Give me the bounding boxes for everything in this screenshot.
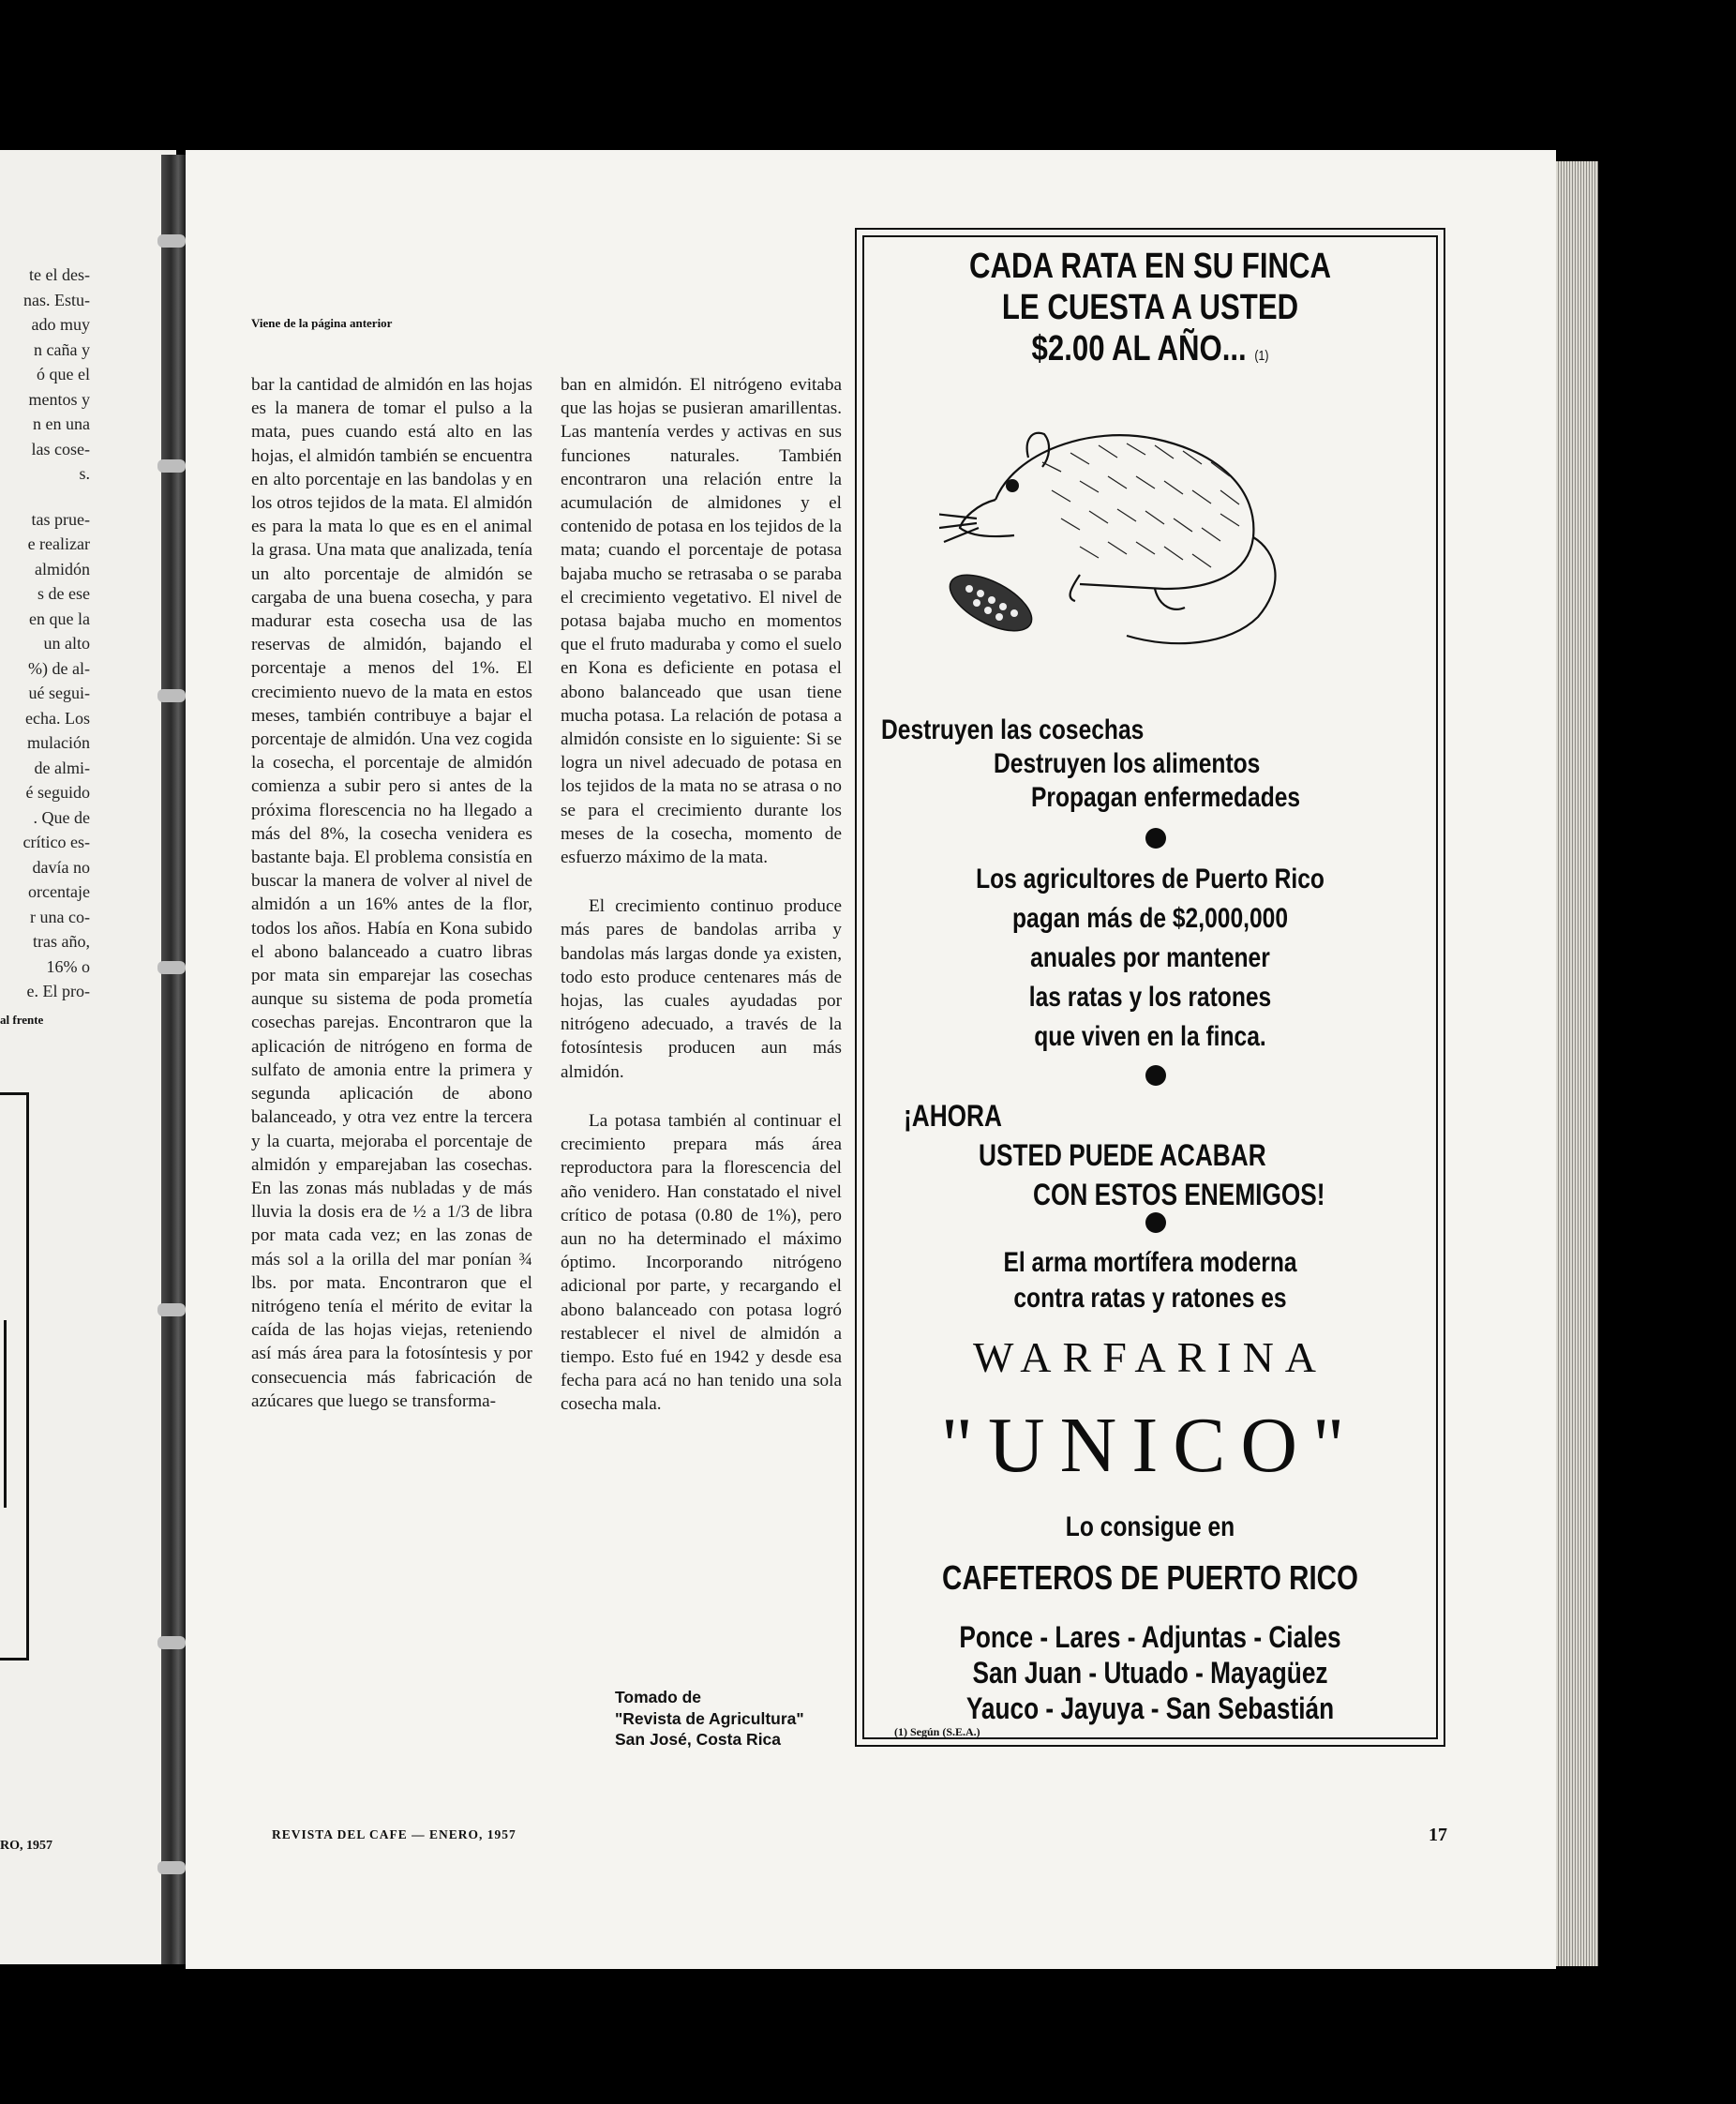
ad-headline: LE CUESTA A USTED bbox=[1001, 288, 1299, 327]
ad-claim: Propagan enfermedades bbox=[1031, 782, 1301, 813]
ad-headline: $2.00 AL AÑO... (1) bbox=[1031, 329, 1269, 368]
text-line: mentos y bbox=[28, 389, 90, 409]
binding-ring bbox=[157, 1303, 186, 1316]
text-line: tas prue- bbox=[31, 509, 90, 529]
binding-ring bbox=[157, 234, 186, 248]
binding-ring bbox=[157, 1861, 186, 1874]
text-line: un alto bbox=[43, 634, 90, 653]
credit-line: San José, Costa Rica bbox=[615, 1730, 782, 1749]
text-line: s. bbox=[79, 464, 90, 483]
ad-claim: pagan más de $2,000,000 bbox=[1011, 903, 1289, 934]
paragraph: bar la cantidad de almidón en las hojas es la manera de tomar el pulso a la mata, pues cuando está alto en las hojas, el almidón también se encuentra en alto porcentaje en las bandolas y en los otros tejidos de la mata. El almidón es para la mata lo que es en el animal la grasa. Una mata que analizada, tenía un alto porcentaje de almidón se cargaba de una buena cosecha, y para madurar esta cosecha usa de las reservas de almidón, bajando el porcentaje a menos del 1%. El crecimiento nuevo de la mata en estos meses, también contribuye a bajar el porcentaje de almidón. Una vez cogida la cosecha, el porcentaje de almidón comienza a subir pero si antes de la próxima florescencia no ha llegado a más del 8%, la cosecha venidera es bastante baja. El problema consistía en buscar la manera de volver al nivel de almidón a un 16% antes de la flor, todos los años. Había en Kona subido el abono balanceado a cuatro libras por mata sin emparejar las cosechas aunque su sistema de poda prometía cosechas parejas. Encontraron que la aplicación de nitrógeno en forma de sulfato de amonia entre la primera y segunda aplicación de abono balanceado, y otra vez entre la tercera y la cuarta, mejoraba el porcentaje de almidón y emparejaban las cosechas. En las zonas más nubladas y de más lluvia la dosis era de ½ a 1/3 de libra por mata cada vez; en las zonas de más sol a la orilla del mar ponían ¾ lbs. por mata. Encontraron que el nitrógeno tenía el mérito de evitar la caída de las hojas viejas, reteniendo así más área para la fotosíntesis y por consecuencia más fabricación de azúcares que luego se transforma- bbox=[251, 375, 532, 1411]
rat-illustration bbox=[939, 387, 1342, 669]
text-line: de almi- bbox=[34, 758, 90, 777]
text-line: ó que el bbox=[37, 365, 90, 383]
text-line: %) de al- bbox=[28, 658, 90, 678]
credit-line: "Revista de Agricultura" bbox=[615, 1708, 804, 1728]
text-line: echa. Los bbox=[25, 708, 90, 728]
ad-claim: anuales por mantener bbox=[1030, 942, 1270, 973]
text-line: davía no bbox=[32, 857, 90, 877]
ad-claim: Los agricultores de Puerto Rico bbox=[976, 864, 1324, 894]
text-line: mulación bbox=[27, 733, 90, 752]
binding-ring bbox=[157, 1636, 186, 1649]
text-line: almidón bbox=[35, 559, 90, 579]
text-line: ué segui- bbox=[28, 684, 90, 702]
text-line: e realizar bbox=[27, 534, 90, 553]
continued-note: al frente bbox=[0, 1013, 44, 1027]
product-name: WARFARINA bbox=[972, 1333, 1328, 1381]
ad-call-to-action: ¡AHORA bbox=[904, 1099, 1002, 1133]
text-line: 16% o bbox=[46, 956, 90, 976]
ad-claim: que viven en la finca. bbox=[1034, 1021, 1266, 1052]
bullet-icon bbox=[1145, 1065, 1166, 1086]
text-line: n en una bbox=[33, 414, 90, 433]
text-line: nas. Estu- bbox=[23, 290, 90, 309]
bullet-icon bbox=[1145, 828, 1166, 849]
previous-page bbox=[0, 150, 176, 1964]
town-list: Yauco - Jayuya - San Sebastián bbox=[965, 1691, 1335, 1725]
seller-name: CAFETEROS DE PUERTO RICO bbox=[942, 1558, 1358, 1597]
binding-ring bbox=[157, 459, 186, 473]
page-17 bbox=[186, 150, 1556, 1969]
paragraph: La potasa también al continuar el crecimiento prepara más área reproductora para la florescencia del año venidero. Han constatado el nivel crítico de potasa (0.80 de 1%), pero aun no ha determinado el máximo óptimo. Incorporando nitrógeno adicional por parte, y recargando el abono balanceado con potasa logró restablecer el nivel de almidón a tiempo. Esto fué en 1942 y desde esa fecha para acá no han tenido una sola cosecha mala. bbox=[561, 1110, 842, 1415]
text-line: e. El pro- bbox=[26, 982, 90, 1000]
binding-ring bbox=[157, 689, 186, 702]
paragraph: ban en almidón. El nitrógeno evitaba que las hojas se pusieran amarillentas. Las mantenía verdes y activas en sus funciones naturales. También encontraron una relación entre la acumulación de almidones y el contenido de potasa en los tejidos de la mata; cuando el porcentaje de potasa bajaba mucho se retrasaba o se paraba el crecimiento vegetativo. El nivel de potasa bajaba mucho en momentos que el fruto maduraba y como el suelo en Kona es deficiente en potasa el abono balanceado que usan tiene mucha potasa. La relación de potasa a almidón consiste en lo siguiente: Si se logra un nivel adecuado de potasa en los tejidos de la mata no se atrasa o no se para el crecimiento durante los meses de la cosecha, momento de esfuerzo máximo de la mata. bbox=[561, 375, 842, 868]
text-line: te el des- bbox=[29, 265, 90, 284]
continued-from-label: Viene de la página anterior bbox=[251, 316, 393, 330]
ad-headline: CADA RATA EN SU FINCA bbox=[968, 247, 1332, 286]
ad-claim: las ratas y los ratones bbox=[1028, 982, 1272, 1013]
brand-name: "UNICO" bbox=[940, 1402, 1360, 1489]
credit-line: Tomado de bbox=[615, 1688, 702, 1706]
paragraph: El crecimiento continuo produce más pares de bandolas arriba y bandolas más largas donde ya existen, todo esto produce centenares más de hojas, las cuales ayudadas por nitrógeno adecuado, a través de la fotosíntesis producen aun más almidón. bbox=[561, 896, 842, 1082]
article-column-2 bbox=[561, 373, 842, 1417]
ad-claim: Destruyen los alimentos bbox=[994, 748, 1261, 779]
town-list: Ponce - Lares - Adjuntas - Ciales bbox=[959, 1620, 1341, 1654]
magazine-footer: REVISTA DEL CAFE — ENERO, 1957 bbox=[272, 1827, 516, 1841]
text-line: orcentaje bbox=[28, 882, 90, 901]
page-edges bbox=[1556, 161, 1598, 1966]
bullet-icon bbox=[1145, 1212, 1166, 1233]
text-line: tras año, bbox=[33, 932, 90, 951]
boxed-frame bbox=[0, 1092, 29, 1661]
footnote-mark: (1) bbox=[1254, 348, 1269, 364]
text-line: s de ese bbox=[37, 584, 90, 603]
ad-call-to-action: CON ESTOS ENEMIGOS! bbox=[1033, 1178, 1325, 1211]
text-line: en que la bbox=[29, 609, 90, 628]
previous-page-footer: RO, 1957 bbox=[0, 1839, 52, 1853]
binding-ring bbox=[157, 961, 186, 974]
ad-claim: Lo consigue en bbox=[1065, 1511, 1235, 1542]
town-list: San Juan - Utuado - Mayagüez bbox=[972, 1656, 1328, 1690]
warfarina-advertisement bbox=[855, 228, 1445, 1747]
ad-claim: contra ratas y ratones es bbox=[1013, 1283, 1287, 1314]
text-line: ado muy bbox=[31, 315, 90, 334]
previous-page-column bbox=[0, 263, 90, 1004]
ad-call-to-action: USTED PUEDE ACABAR bbox=[979, 1138, 1266, 1172]
text-line: é seguido bbox=[25, 783, 90, 802]
book-binding bbox=[161, 155, 186, 1964]
source-credit bbox=[615, 1687, 804, 1751]
article-column-1 bbox=[251, 373, 532, 1413]
text-line: r una co- bbox=[30, 907, 90, 926]
text-line: crítico es- bbox=[22, 833, 90, 851]
text-line: las cose- bbox=[31, 439, 90, 458]
text-line: n caña y bbox=[34, 339, 90, 359]
ad-claim: Destruyen las cosechas bbox=[881, 714, 1145, 745]
text-line: . Que de bbox=[33, 807, 90, 827]
page-number: 17 bbox=[1429, 1825, 1447, 1845]
ad-claim: El arma mortífera moderna bbox=[1003, 1247, 1297, 1278]
ad-footnote: (1) Según (S.E.A.) bbox=[894, 1725, 980, 1738]
